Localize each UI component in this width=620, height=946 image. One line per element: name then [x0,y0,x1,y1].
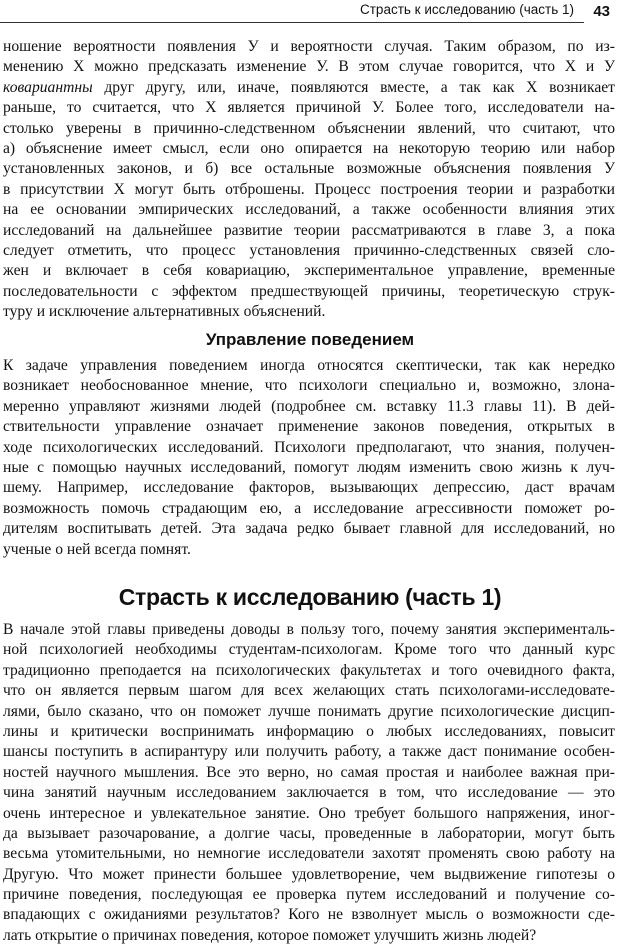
text-line: лями, было сказано, что он поможет лучше понимать другие психологические дисцип- [3,702,615,720]
text-line: ные с помощью научных исследований, помогут людям изменить свою жизнь к луч- [3,458,615,476]
text-line: ной психологией необходимы студентам-психологам. Кроме того что данный курс [3,641,615,659]
text-line: ходе психологических исследований. Психологи предполагают, что знания, получен- [3,438,615,456]
intro-paragraph [3,37,615,322]
text-line: менению X можно предсказать изменение У. В этом случае говорится, что X и У [3,58,615,76]
text-line: лать открытие о причинах поведения, которое поможет улучшить жизнь людей? [3,926,537,944]
text-line: дителям воспитывать детей. Эта задача редко бывает главной для исследований, но [3,520,615,538]
text-line: жен и включает в себя ковариацию, экспериментальное управление, временные [3,262,615,280]
section-heading-behavior: Управление поведением [205,330,415,349]
text-line: раньше, то считается, что X является причиной У. Более того, исследователи на- [3,99,615,117]
text-line: в присутствии X могут быть отброшены. Процесс построения теории и разработки [3,180,615,198]
text-line: лины и критически воспринимать информацию о любых исследованиях, повысит [3,722,615,740]
text-line: традиционно преподается на психологических факультетах и того очевидного факта, [3,661,615,679]
running-header [0,0,620,30]
text-line: последовательности с эффектом предшествующей причины, теоретическую струк- [3,282,615,300]
text-line: шему. Например, исследование факторов, вызывающих депрессию, даст врачам [3,479,615,497]
behavior-paragraph [3,356,615,560]
text-line: исследований на дальнейшее развитие теории рассматриваются в главе 3, а пока [3,221,615,239]
text-line: ствительности управление означает применение законов поведения, открытых в [3,418,615,436]
text-line: причине поведения, последующая ее проверка путем исследований и получение со- [3,886,615,904]
text-line: В начале этой главы приведены доводы в пользу того, почему занятия эксперименталь- [3,621,615,638]
text-line: возможность помочь страдающим ею, а исследование агрессивности поможет ро- [3,499,615,517]
text-line: ковариантны друг другу, или, иначе, появляются вместе, а так как X возникает [3,78,615,96]
text-line: да вызывает разочарование, а долгие часы, проведенные в лаборатории, могут быть [3,824,615,842]
text-line: что он является первым шагом для всех желающих стать психологами-исследовате- [3,682,615,700]
text-line: ностей научного мышления. Все это верно, но самая простая и наиболее важная при- [3,763,615,781]
text-line: а) объяснение имеет смысл, если оно опирается на некоторую теорию или набор [3,139,615,157]
text-line: К задаче управления поведением иногда относятся скептически, так как нередко [3,357,615,374]
page-number: 43 [593,3,610,20]
text-line: возникает необоснованное мнение, что психологи специально и, возможно, злона- [3,377,615,395]
text-line: чина занятий научным исследованием заключается в том, что исследование — это [3,784,615,802]
text-line: впадающих с ожиданиями результатов? Кого не взволнует мысль о возможности сде- [3,906,615,924]
text-line: шансы поступить в аспирантуру или получить работу, а также даст понимание особен- [3,743,615,761]
header-divider [0,22,584,23]
text-line: столько уверены в причинно-следственном объяснении явлений, что считают, что [3,119,615,137]
running-title: Страсть к исследованию (часть 1) [360,2,574,17]
text-line: установленных законов, и б) все остальные возможные объяснения появления У [3,160,615,178]
text-line: очень интересное и увлекательное занятие. Оно требует большого напряжения, иног- [3,804,615,822]
text-line: следует отметить, что процесс установления причинно-следственных связей сло- [3,241,615,259]
text-line: весьма утомительными, но немногие исследователи захотят променять свою работу на [3,845,615,863]
section-heading-passion: Страсть к исследованию (часть 1) [118,584,502,610]
text-line: на ее основании эмпирических исследований, а также особенности влияния этих [3,201,615,219]
passion-paragraph [3,620,615,946]
text-line: ношение вероятности появления У и вероятности случая. Таким образом, по из- [3,38,615,55]
text-line: ученые о ней всегда помнят. [3,540,191,558]
text-line: туру и исключение альтернативных объяснений. [3,303,326,321]
text-line: меренно управляют жизнями людей (подробнее см. вставку 11.3 главы 11). В дей- [3,397,615,415]
text-line: Другую. Что может принести большее удовлетворение, чем выдвижение гипотезы о [3,865,615,883]
